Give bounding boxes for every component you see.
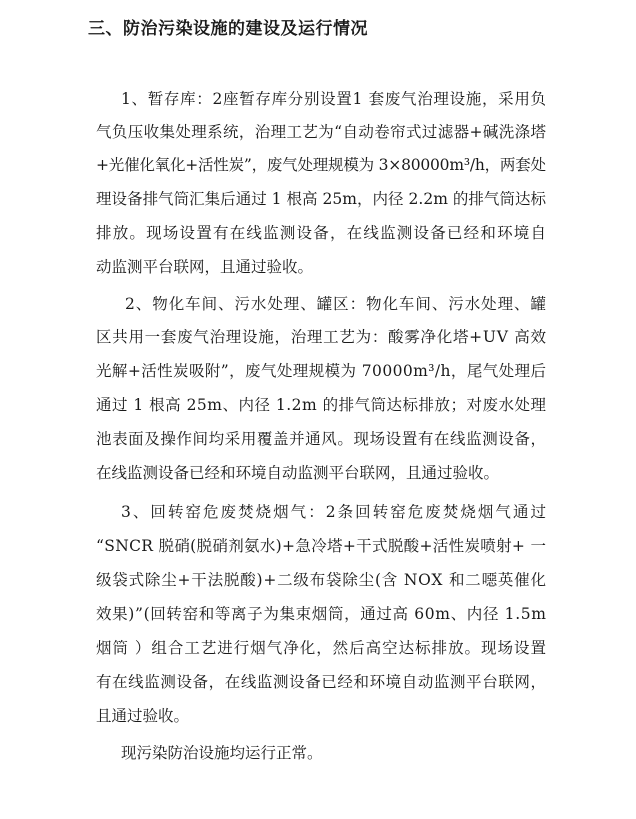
paragraph-1-line-2: 气负压收集处理系统，治理工艺为“自动卷帘式过滤器+碱洗涤塔 [96, 123, 547, 141]
paragraph-3-line-7: 且通过验收。 [96, 707, 190, 725]
section-title: 三、防治污染设施的建设及运行情况 [88, 19, 368, 39]
paragraph-2-line-3: 光解+活性炭吸附”，废气处理规模为 70000m³/h，尾气处理后 [96, 362, 547, 380]
paragraph-1-line-3: +光催化氧化+活性炭”，废气处理规模为 3×80000m³/h，两套处 [96, 156, 546, 174]
paragraph-3-line-5: 烟筒 ）组合工艺进行烟气净化，然后高空达标排放。现场设置 [96, 639, 547, 657]
paragraph-3-line-6: 有在线监测设备，在线监测设备已经和环境自动监测平台联网， [96, 673, 547, 691]
paragraph-1-line-6: 动监测平台联网，且通过验收。 [96, 258, 314, 276]
paragraph-3-line-4: 效果)”(回转窑和等离子为集束烟筒，通过高 60m、内径 1.5m [96, 605, 547, 623]
paragraph-3-line-1: 3、回转窑危废焚烧烟气：2条回转窑危废焚烧烟气通过 [121, 503, 549, 521]
paragraph-2-line-6: 在线监测设备已经和环境自动监测平台联网，且通过验收。 [96, 464, 500, 482]
paragraph-1-line-1: 1、暂存库：2座暂存库分别设置1 套废气治理设施，采用负 [121, 90, 547, 108]
paragraph-2-line-1: 2、物化车间、污水处理、罐区：物化车间、污水处理、罐 [125, 295, 547, 313]
paragraph-1-line-5: 排放。现场设置有在线监测设备，在线监测设备已经和环境自 [96, 224, 548, 242]
paragraph-3-line-2: “SNCR 脱硝(脱硝剂氨水)+急冷塔+干式脱酸+活性炭喷射+ 一 [96, 537, 547, 555]
paragraph-2-line-2: 区共用一套废气治理设施，治理工艺为：酸雾净化塔+UV 高效 [96, 328, 547, 346]
paragraph-2-line-4: 通过 1 根高 25m、内径 1.2m 的排气筒达标排放；对废水处理 [96, 396, 547, 414]
paragraph-3-line-3: 级袋式除尘+干法脱酸)+二级布袋除尘(含 NOX 和二噁英催化 [96, 571, 547, 589]
paragraph-4-line-1: 现污染防治设施均运行正常。 [121, 744, 323, 762]
paragraph-2-line-5: 池表面及操作间均采用覆盖并通风。现场设置有在线监测设备， [96, 430, 547, 448]
paragraph-1-line-4: 理设备排气筒汇集后通过 1 根高 25m，内径 2.2m 的排气筒达标 [96, 190, 547, 208]
